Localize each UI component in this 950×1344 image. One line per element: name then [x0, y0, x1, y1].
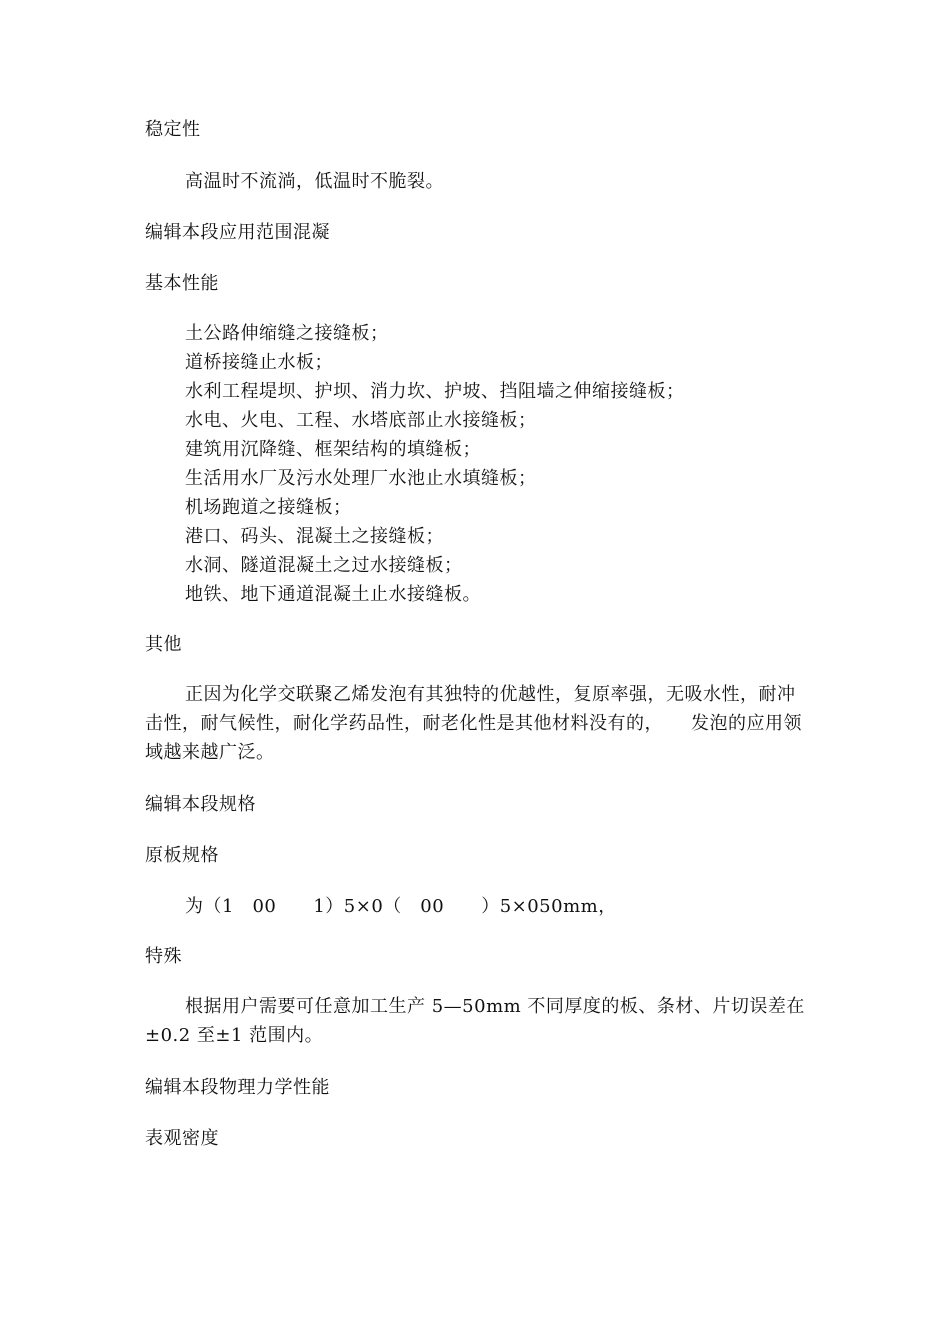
- other-heading: 其他: [145, 634, 182, 655]
- list-item: 水利工程堤坝、护坝、消力坎、护坡、挡阻墙之伸缩接缝板；: [185, 381, 685, 402]
- basic-performance-heading: 基本性能: [145, 273, 219, 294]
- list-item: 水电、火电、工程、水塔底部止水接缝板；: [185, 410, 537, 431]
- list-item: 地铁、地下通道混凝土止水接缝板。: [185, 584, 481, 605]
- list-item: 生活用水厂及污水处理厂水池止水填缝板；: [185, 468, 537, 489]
- stability-text: 高温时不流淌，低温时不脆裂。: [185, 171, 444, 192]
- list-item: 机场跑道之接缝板；: [185, 497, 352, 518]
- edit-application-heading: 编辑本段应用范围混凝: [145, 222, 330, 243]
- list-item: 水洞、隧道混凝土之过水接缝板；: [185, 555, 463, 576]
- original-spec-text: 为（1 00 1）5×0（ 00 ）5×050mm，: [185, 896, 617, 917]
- original-spec-heading: 原板规格: [145, 845, 219, 866]
- list-item: 土公路伸缩缝之接缝板；: [185, 323, 389, 344]
- list-item: 港口、码头、混凝土之接缝板；: [185, 526, 444, 547]
- edit-physical-heading: 编辑本段物理力学性能: [145, 1077, 330, 1098]
- other-paragraph: [145, 680, 805, 767]
- application-list: [185, 319, 685, 609]
- other-text: 正因为化学交联聚乙烯发泡有其独特的优越性，复原率强，无吸水性，耐冲击性，耐气候性，耐化学药品性，耐老化性是其他材料没有的， 发泡的应用领域越来越广泛。: [145, 684, 802, 763]
- special-paragraph: [145, 992, 805, 1050]
- edit-spec-heading: 编辑本段规格: [145, 794, 256, 815]
- density-heading: 表观密度: [145, 1128, 219, 1149]
- list-item: 道桥接缝止水板；: [185, 352, 333, 373]
- stability-heading: 稳定性: [145, 119, 201, 140]
- list-item: 建筑用沉降缝、框架结构的填缝板；: [185, 439, 481, 460]
- special-text: 根据用户需要可任意加工生产 5—50mm 不同厚度的板、条材、片切误差在±0.2 至±1 范围内。: [145, 996, 805, 1046]
- special-heading: 特殊: [145, 946, 182, 967]
